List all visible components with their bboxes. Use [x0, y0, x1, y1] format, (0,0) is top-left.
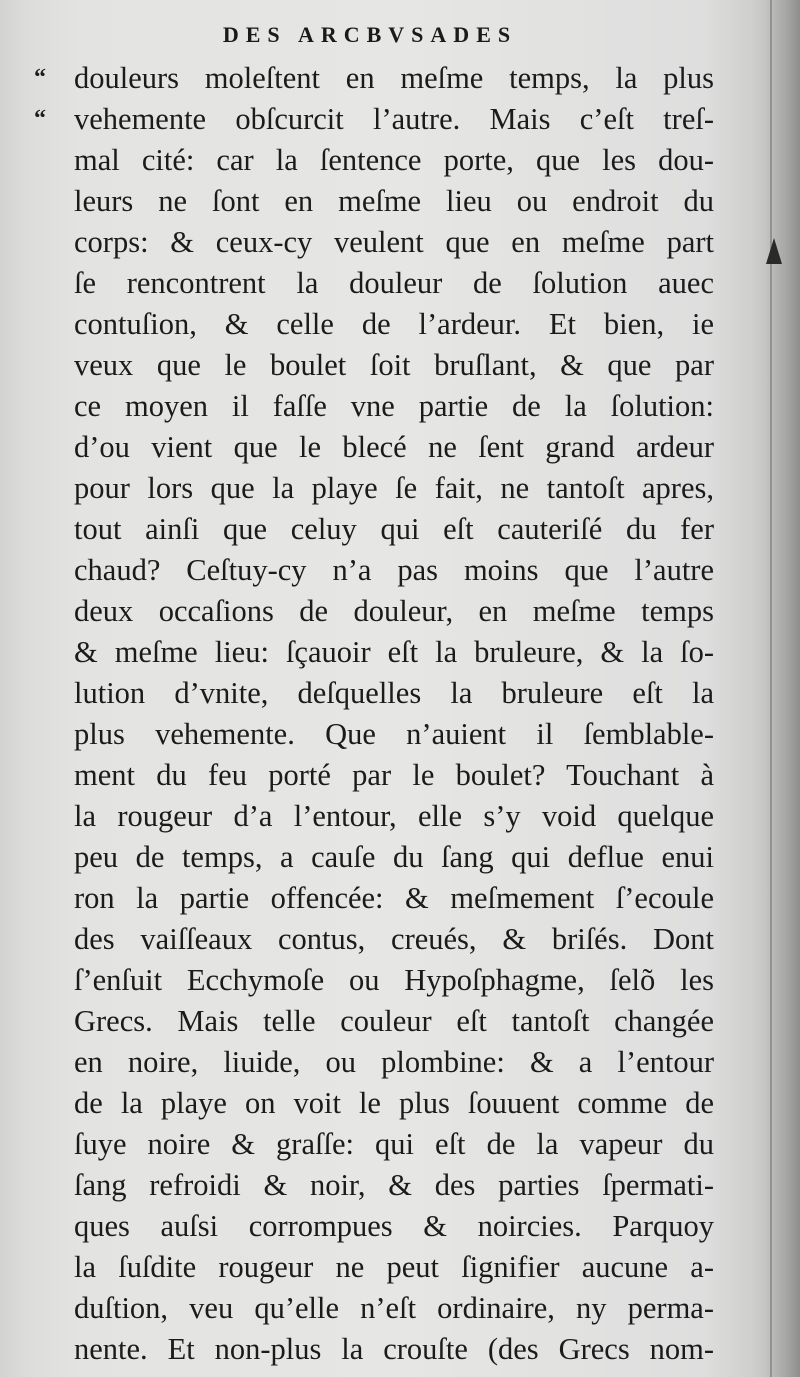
text-line — [74, 1083, 714, 1124]
text-line — [74, 509, 714, 550]
text-line — [74, 632, 714, 673]
text-line — [74, 591, 714, 632]
body-text — [34, 58, 714, 1370]
text-line — [74, 345, 714, 386]
line-text: contuſion, & celle de l’ardeur. Et bien, ie — [74, 307, 714, 341]
text-line — [74, 1247, 714, 1288]
text-line — [74, 1165, 714, 1206]
line-text: douleurs moleſtent en meſme temps, la plus — [74, 61, 714, 95]
text-line — [74, 755, 714, 796]
line-text: d’ou vient que le blecé ne ſent grand ardeur — [74, 430, 714, 464]
line-text: Grecs. Mais telle couleur eſt tantoſt changée — [74, 1004, 714, 1038]
text-line — [74, 673, 714, 714]
line-text: vehemente obſcurcit l’autre. Mais c’eſt treſ- — [74, 102, 714, 136]
line-text: de la playe on voit le plus ſouuent comme de — [74, 1086, 714, 1120]
text-line — [74, 1288, 714, 1329]
line-text: ſang refroidi & noir, & des parties ſpermati- — [74, 1168, 714, 1202]
line-text: la ſuſdite rougeur ne peut ſignifier aucune a- — [74, 1250, 714, 1284]
line-text: ce moyen il faſſe vne partie de la ſolution: — [74, 389, 714, 423]
line-text: des vaiſſeaux contus, creués, & briſés. Dont — [74, 922, 714, 956]
text-line — [74, 878, 714, 919]
text-line — [74, 386, 714, 427]
text-line — [74, 140, 714, 181]
line-text: chaud? Ceſtuy-cy n’a pas moins que l’autre — [74, 553, 714, 587]
line-text: ſe rencontrent la douleur de ſolution auec — [74, 266, 714, 300]
text-line — [74, 1206, 714, 1247]
text-line — [74, 1001, 714, 1042]
text-line — [74, 837, 714, 878]
text-line — [74, 304, 714, 345]
line-text: ques auſsi corrompues & noircies. Parquoy — [74, 1209, 714, 1243]
text-line — [74, 427, 714, 468]
line-text: pour lors que la playe ſe fait, ne tantoſt apres, — [74, 471, 714, 505]
line-text: ment du feu porté par le boulet? Touchant à — [74, 758, 714, 792]
text-line — [74, 263, 714, 304]
line-text: ſuye noire & graſſe: qui eſt de la vapeur du — [74, 1127, 714, 1161]
line-text: duſtion, veu qu’elle n’eſt ordinaire, ny perma- — [74, 1291, 714, 1325]
text-line — [74, 960, 714, 1001]
line-text: la rougeur d’a l’entour, elle s’y void quelque — [74, 799, 714, 833]
line-text: peu de temps, a cauſe du ſang qui deflue enui — [74, 840, 714, 874]
quotation-mark: “ — [34, 106, 46, 132]
text-line — [34, 58, 714, 99]
text-line — [74, 468, 714, 509]
running-head: DES ARCBVSADES — [222, 22, 518, 47]
quotation-mark: “ — [34, 65, 46, 91]
text-line — [34, 99, 714, 140]
line-text: tout ainſi que celuy qui eſt cauteriſé du fer — [74, 512, 714, 546]
text-line — [74, 1042, 714, 1083]
page-fold-line — [770, 0, 772, 1377]
line-text: deux occaſions de douleur, en meſme temps — [74, 594, 714, 628]
line-text: ron la partie offencée: & meſmement ſ’ecoule — [74, 881, 714, 915]
text-line — [74, 181, 714, 222]
line-text: leurs ne ſont en meſme lieu ou endroit du — [74, 184, 714, 218]
page-edge-tab-marker — [766, 238, 782, 264]
text-line — [74, 714, 714, 755]
text-line — [74, 919, 714, 960]
line-text: nente. Et non-plus la crouſte (des Grecs nom- — [74, 1332, 714, 1366]
line-text: & meſme lieu: ſçauoir eſt la bruleure, & la ſo- — [74, 635, 714, 669]
text-line — [74, 796, 714, 837]
line-text: plus vehemente. Que n’auient il ſemblable- — [74, 717, 714, 751]
line-text: lution d’vnite, deſquelles la bruleure eſt la — [74, 676, 714, 710]
line-text: en noire, liuide, ou plombine: & a l’entour — [74, 1045, 714, 1079]
text-line — [74, 1124, 714, 1165]
line-text: corps: & ceux-cy veulent que en meſme part — [74, 225, 714, 259]
line-text: veux que le boulet ſoit bruſlant, & que par — [74, 348, 714, 382]
text-line — [74, 222, 714, 263]
line-text: mal cité: car la ſentence porte, que les dou- — [74, 143, 714, 177]
text-line — [74, 1329, 714, 1370]
text-line — [74, 550, 714, 591]
line-text: ſ’enſuit Ecchymoſe ou Hypoſphagme, ſelõ les — [74, 963, 714, 997]
